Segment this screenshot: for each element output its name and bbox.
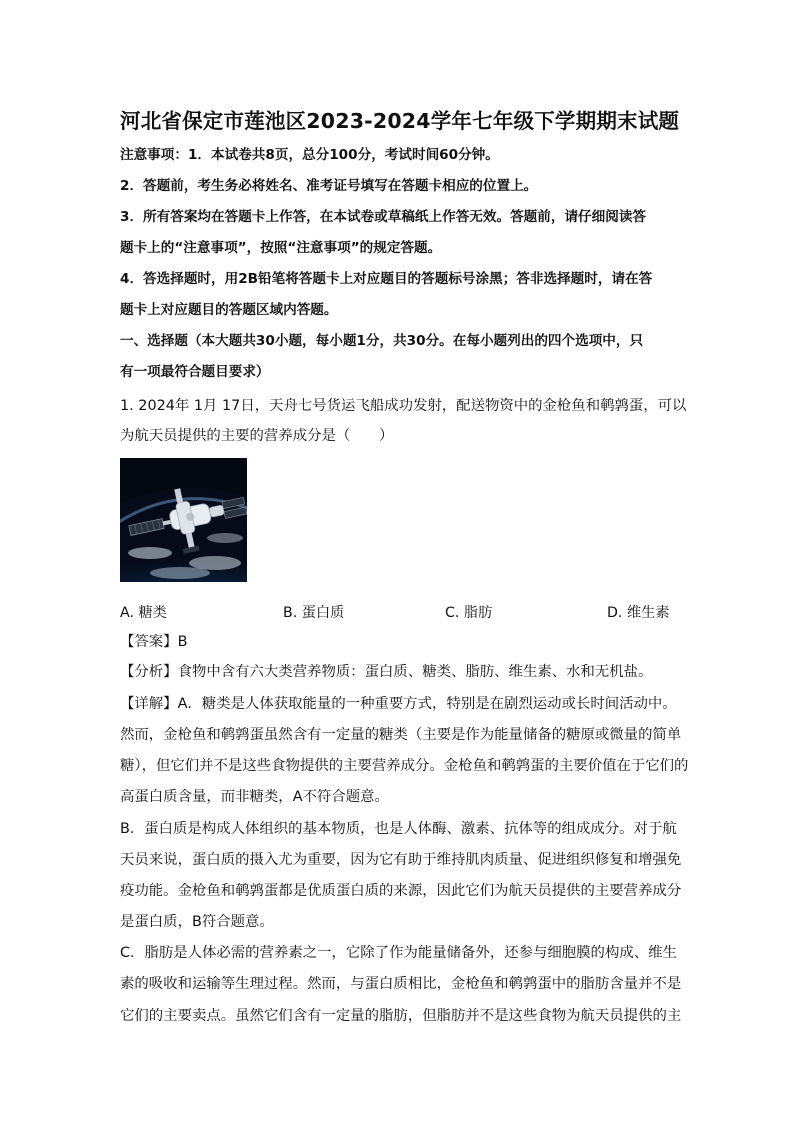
detail-line: 天员来说，蛋白质的摄入尤为重要，因为它有助于维持肌肉质量、促进组织修复和增强免 [120,852,682,868]
detail-line: 高蛋白质含量，而非糖类，A不符合题意。 [120,789,389,805]
detail-line: C．脂肪是人体必需的营养素之一，它除了作为能量储备外，还参与细胞膜的构成、维生 [120,945,677,961]
question-text: 1. 2024年 1月 17日，天舟七号货运飞船成功发射，配送物资中的金枪鱼和鹌鹑蛋，可以 [120,398,687,414]
detail-line: 然而，金枪鱼和鹌鹑蛋虽然含有一定量的糖类（主要是作为能量储备的糖原或微量的简单 [120,727,682,743]
detail-line: 糖），但它们并不是这些食物提供的主要营养成分。金枪鱼和鹌鹑蛋的主要价值在于它们的 [120,758,689,774]
option-b: B. 蛋白质 [283,605,345,621]
option-d: D. 维生素 [607,605,670,621]
analysis-line: 【分析】食物中含有六大类营养物质：蛋白质、糖类、脂肪、维生素、水和无机盐。 [120,664,653,680]
question-text: 为航天员提供的主要的营养成分是（ ） [120,428,394,444]
option-c: C. 脂肪 [445,605,493,621]
option-a: A. 糖类 [120,605,167,621]
note-line: 3．所有答案均在答题卡上作答，在本试卷或草稿纸上作答无效。答题前，请仔细阅读答 [120,209,647,225]
note-line: 4．答选择题时，用2B铅笔将答题卡上对应题目的答题标号涂黑；答非选择题时，请在答 [120,271,653,287]
detail-line: 素的吸收和运输等生理过程。然而，与蛋白质相比，金枪鱼和鹌鹑蛋中的脂肪含量并不是 [120,976,682,992]
detail-line: 是蛋白质，B符合题意。 [120,914,274,930]
section-heading: 一、选择题（本大题共30小题，每小题1分，共30分。在每小题列出的四个选项中，只 [120,333,644,349]
note-line: 2．答题前，考生务必将姓名、准考证号填写在答题卡相应的位置上。 [120,178,538,194]
detail-line: 【详解】A．糖类是人体获取能量的一种重要方式，特别是在剧烈运动或长时间活动中。 [120,696,677,712]
space-station-image [120,458,247,582]
detail-line: 疫功能。金枪鱼和鹌鹑蛋都是优质蛋白质的来源，因此它们为航天员提供的主要营养成分 [120,883,682,899]
detail-line: B．蛋白质是构成人体组织的基本物质，也是人体酶、激素、抗体等的组成成分。对于航 [120,821,677,837]
detail-line: 它们的主要卖点。虽然它们含有一定量的脂肪，但脂肪并不是这些食物为航天员提供的主 [120,1008,682,1024]
answer-line: 【答案】B [120,634,188,650]
note-line: 题卡上的“注意事项”，按照“注意事项”的规定答题。 [120,240,442,256]
note-line: 题卡上对应题目的答题区域内答题。 [120,302,338,318]
note-line: 注意事项：1．本试卷共8页，总分100分，考试时间60分钟。 [120,147,499,163]
section-heading: 有一项最符合题目要求） [120,364,270,380]
exam-title: 河北省保定市莲池区2023-2024学年七年级下学期期末试题 [120,109,680,133]
